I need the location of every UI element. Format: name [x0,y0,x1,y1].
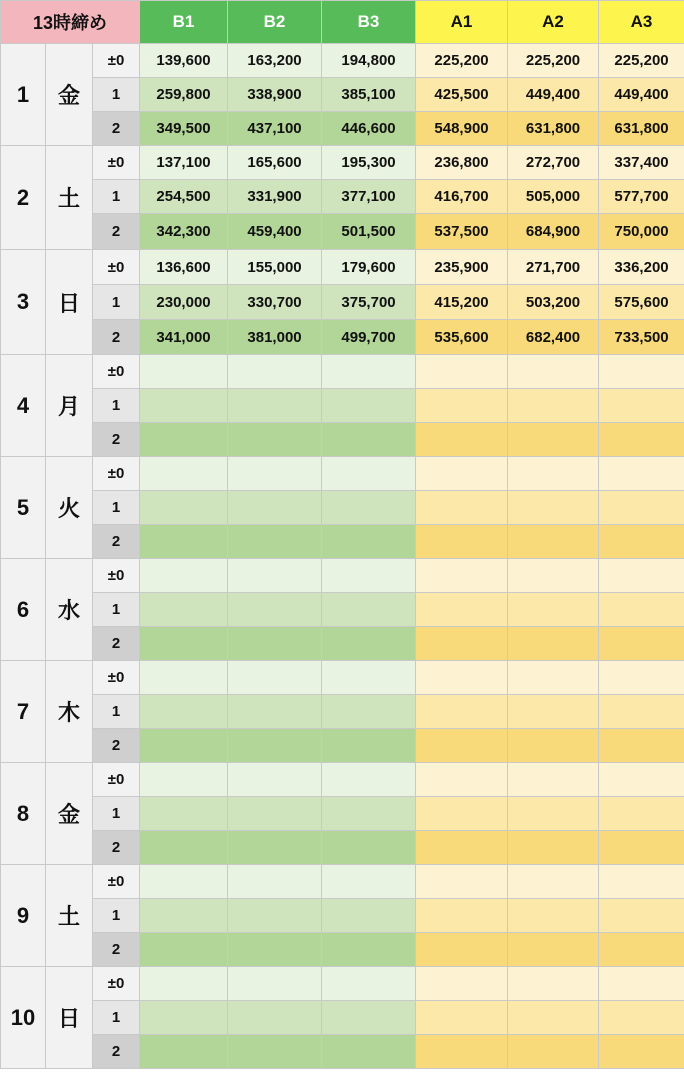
price-cell[interactable]: 336,200 [599,250,684,285]
table-row [1,491,684,525]
price-cell[interactable] [322,457,416,491]
price-cell[interactable]: 271,700 [508,250,599,285]
price-cell[interactable] [140,865,228,899]
level-label: 1 [93,899,140,933]
price-cell[interactable] [416,933,508,967]
price-cell[interactable] [322,797,416,831]
day-number: 3 [1,250,46,355]
table-row [1,559,684,593]
price-cell[interactable] [416,627,508,661]
day-of-week: 金 [46,763,93,865]
price-cell[interactable]: 375,700 [322,285,416,320]
price-cell[interactable] [322,933,416,967]
price-cell[interactable]: 272,700 [508,146,599,180]
price-cell[interactable]: 165,600 [228,146,322,180]
table-row [1,525,684,559]
day-number: 10 [1,967,46,1069]
level-label: 1 [93,180,140,214]
price-cell[interactable] [140,457,228,491]
level-label: ±0 [93,559,140,593]
price-cell[interactable] [322,831,416,865]
price-cell[interactable] [228,559,322,593]
price-cell[interactable] [228,457,322,491]
price-cell[interactable] [416,389,508,423]
price-cell[interactable]: 341,000 [140,320,228,355]
price-cell[interactable] [508,1001,599,1035]
price-cell[interactable] [599,661,684,695]
price-cell[interactable] [228,627,322,661]
level-label: 2 [93,627,140,661]
price-cell[interactable] [599,865,684,899]
price-cell[interactable]: 385,100 [322,78,416,112]
price-cell[interactable]: 535,600 [416,320,508,355]
price-cell[interactable] [228,423,322,457]
level-label: 1 [93,285,140,320]
price-cell[interactable] [599,627,684,661]
price-cell[interactable] [599,695,684,729]
price-cell[interactable] [228,899,322,933]
price-cell[interactable]: 631,800 [599,112,684,146]
price-cell[interactable]: 449,400 [508,78,599,112]
level-label: 2 [93,831,140,865]
day-of-week: 月 [46,355,93,457]
level-label: ±0 [93,661,140,695]
level-label: 2 [93,214,140,250]
day-number: 9 [1,865,46,967]
price-cell[interactable]: 684,900 [508,214,599,250]
level-label: 2 [93,729,140,763]
price-cell[interactable] [228,389,322,423]
table-row [1,423,684,457]
price-cell[interactable] [599,1035,684,1069]
price-cell[interactable]: 330,700 [228,285,322,320]
price-cell[interactable] [508,933,599,967]
table-row [1,729,684,763]
table-row [1,457,684,491]
day-number: 4 [1,355,46,457]
price-cell[interactable]: 259,800 [140,78,228,112]
price-cell[interactable] [140,559,228,593]
price-cell[interactable]: 377,100 [322,180,416,214]
price-cell[interactable]: 349,500 [140,112,228,146]
price-cell[interactable]: 225,200 [508,44,599,78]
price-cell[interactable]: 155,000 [228,250,322,285]
table-row [1,250,684,285]
level-label: 2 [93,1035,140,1069]
day-number: 6 [1,559,46,661]
price-cell[interactable] [416,525,508,559]
price-cell[interactable] [322,559,416,593]
level-label: ±0 [93,763,140,797]
price-cell[interactable] [508,695,599,729]
price-cell[interactable]: 449,400 [599,78,684,112]
column-header-a1: A1 [416,1,508,44]
price-cell[interactable] [599,491,684,525]
price-cell[interactable]: 139,600 [140,44,228,78]
price-cell[interactable] [508,899,599,933]
table-body [1,44,684,1069]
price-cell[interactable]: 137,100 [140,146,228,180]
price-cell[interactable]: 254,500 [140,180,228,214]
price-cell[interactable] [140,763,228,797]
price-cell[interactable]: 136,600 [140,250,228,285]
price-cell[interactable] [322,1001,416,1035]
price-cell[interactable] [140,593,228,627]
price-cell[interactable] [508,593,599,627]
price-cell[interactable] [416,457,508,491]
price-cell[interactable] [508,661,599,695]
price-cell[interactable]: 194,800 [322,44,416,78]
table-row [1,593,684,627]
price-cell[interactable] [508,627,599,661]
price-cell[interactable] [416,491,508,525]
price-cell[interactable]: 225,200 [416,44,508,78]
level-label: ±0 [93,457,140,491]
price-cell[interactable]: 537,500 [416,214,508,250]
price-cell[interactable] [228,865,322,899]
price-cell[interactable] [140,389,228,423]
column-header-b2: B2 [228,1,322,44]
price-cell[interactable] [416,695,508,729]
level-label: 1 [93,1001,140,1035]
price-cell[interactable]: 415,200 [416,285,508,320]
price-cell[interactable] [322,763,416,797]
price-cell[interactable] [228,729,322,763]
price-cell[interactable] [416,355,508,389]
header-row [1,1,684,44]
price-cell[interactable] [228,525,322,559]
column-header-a3: A3 [599,1,684,44]
price-cell[interactable] [599,967,684,1001]
day-of-week: 木 [46,661,93,763]
day-number: 2 [1,146,46,250]
table-row [1,967,684,1001]
price-cell[interactable] [140,661,228,695]
price-cell[interactable] [140,967,228,1001]
price-cell[interactable] [322,695,416,729]
price-cell[interactable]: 501,500 [322,214,416,250]
price-cell[interactable] [508,559,599,593]
price-cell[interactable] [140,797,228,831]
price-cell[interactable] [140,1001,228,1035]
price-cell[interactable] [140,933,228,967]
price-cell[interactable] [599,423,684,457]
table-row [1,627,684,661]
day-of-week: 火 [46,457,93,559]
day-number: 5 [1,457,46,559]
level-label: 1 [93,695,140,729]
level-label: 2 [93,320,140,355]
price-cell[interactable] [416,593,508,627]
table-row [1,78,684,112]
level-label: 1 [93,491,140,525]
price-cell[interactable]: 338,900 [228,78,322,112]
price-cell[interactable] [416,1001,508,1035]
price-cell[interactable]: 337,400 [599,146,684,180]
price-cell[interactable] [599,1001,684,1035]
price-cell[interactable] [322,423,416,457]
table-row [1,214,684,250]
price-cell[interactable] [228,967,322,1001]
price-cell[interactable]: 342,300 [140,214,228,250]
price-cell[interactable]: 631,800 [508,112,599,146]
price-cell[interactable]: 575,600 [599,285,684,320]
corner-label: 13時締め [1,1,140,44]
price-cell[interactable] [228,695,322,729]
price-cell[interactable]: 682,400 [508,320,599,355]
table-row [1,285,684,320]
price-cell[interactable] [599,763,684,797]
price-cell[interactable] [140,491,228,525]
table-row [1,865,684,899]
price-cell[interactable]: 437,100 [228,112,322,146]
price-cell[interactable] [416,967,508,1001]
price-cell[interactable]: 425,500 [416,78,508,112]
table-row [1,831,684,865]
price-cell[interactable] [228,355,322,389]
price-cell[interactable] [322,1035,416,1069]
level-label: 2 [93,933,140,967]
price-cell[interactable] [140,423,228,457]
table-row [1,389,684,423]
price-cell[interactable] [599,729,684,763]
price-cell[interactable]: 733,500 [599,320,684,355]
price-cell[interactable]: 505,000 [508,180,599,214]
price-cell[interactable] [599,797,684,831]
table-row [1,695,684,729]
price-cell[interactable] [322,389,416,423]
day-of-week: 土 [46,146,93,250]
price-cell[interactable] [599,593,684,627]
level-label: ±0 [93,250,140,285]
price-cell[interactable] [322,729,416,763]
table-row [1,899,684,933]
price-cell[interactable]: 235,900 [416,250,508,285]
level-label: 1 [93,78,140,112]
table-row [1,180,684,214]
price-cell[interactable] [508,967,599,1001]
day-of-week: 土 [46,865,93,967]
price-cell[interactable] [599,525,684,559]
price-cell[interactable] [508,423,599,457]
day-number: 8 [1,763,46,865]
price-cell[interactable] [322,661,416,695]
price-cell[interactable] [228,593,322,627]
day-number: 7 [1,661,46,763]
table-row [1,797,684,831]
price-cell[interactable] [599,899,684,933]
price-cell[interactable] [322,967,416,1001]
price-cell[interactable]: 195,300 [322,146,416,180]
price-cell[interactable] [322,593,416,627]
table-row [1,355,684,389]
level-label: ±0 [93,865,140,899]
table-row [1,146,684,180]
price-cell[interactable] [416,1035,508,1069]
price-cell[interactable]: 381,000 [228,320,322,355]
column-header-b1: B1 [140,1,228,44]
price-cell[interactable] [416,559,508,593]
price-cell[interactable] [599,831,684,865]
price-cell[interactable] [322,355,416,389]
price-cell[interactable] [228,831,322,865]
price-cell[interactable] [416,729,508,763]
table-row [1,763,684,797]
price-cell[interactable] [140,355,228,389]
day-of-week: 日 [46,250,93,355]
table-row [1,933,684,967]
price-cell[interactable]: 179,600 [322,250,416,285]
table-row [1,44,684,78]
price-cell[interactable]: 230,000 [140,285,228,320]
price-cell[interactable] [508,457,599,491]
price-cell[interactable] [508,865,599,899]
level-label: ±0 [93,44,140,78]
price-cell[interactable] [416,865,508,899]
level-label: 1 [93,797,140,831]
price-cell[interactable] [228,661,322,695]
price-cell[interactable] [140,1035,228,1069]
day-of-week: 日 [46,967,93,1069]
price-cell[interactable] [599,457,684,491]
price-cell[interactable]: 416,700 [416,180,508,214]
price-cell[interactable] [508,355,599,389]
price-cell[interactable] [416,797,508,831]
level-label: 1 [93,593,140,627]
price-cell[interactable]: 577,700 [599,180,684,214]
price-cell[interactable] [508,389,599,423]
price-cell[interactable]: 331,900 [228,180,322,214]
price-cell[interactable]: 750,000 [599,214,684,250]
price-cell[interactable] [140,729,228,763]
column-header-b3: B3 [322,1,416,44]
price-cell[interactable] [508,525,599,559]
price-cell[interactable] [322,627,416,661]
price-cell[interactable] [228,1001,322,1035]
day-of-week: 水 [46,559,93,661]
price-cell[interactable]: 459,400 [228,214,322,250]
table-row [1,1001,684,1035]
price-cell[interactable] [140,831,228,865]
price-cell[interactable] [508,831,599,865]
day-number: 1 [1,44,46,146]
level-label: ±0 [93,967,140,1001]
column-header-a2: A2 [508,1,599,44]
price-cell[interactable]: 225,200 [599,44,684,78]
price-cell[interactable] [599,933,684,967]
price-cell[interactable] [140,627,228,661]
price-cell[interactable] [322,899,416,933]
price-cell[interactable]: 499,700 [322,320,416,355]
price-cell[interactable] [228,763,322,797]
level-label: 2 [93,112,140,146]
price-cell[interactable] [322,491,416,525]
price-cell[interactable]: 503,200 [508,285,599,320]
price-cell[interactable]: 236,800 [416,146,508,180]
price-cell[interactable] [508,763,599,797]
price-cell[interactable] [508,1035,599,1069]
price-cell[interactable] [228,933,322,967]
table-row [1,1035,684,1069]
price-cell[interactable] [140,695,228,729]
price-cell[interactable]: 446,600 [322,112,416,146]
price-cell[interactable] [599,355,684,389]
table-row [1,320,684,355]
level-label: 2 [93,423,140,457]
level-label: 1 [93,389,140,423]
price-cell[interactable] [599,559,684,593]
price-cell[interactable]: 163,200 [228,44,322,78]
price-cell[interactable] [416,423,508,457]
level-label: ±0 [93,355,140,389]
price-cell[interactable] [140,525,228,559]
price-cell[interactable] [508,797,599,831]
level-label: ±0 [93,146,140,180]
table-row [1,112,684,146]
price-cell[interactable] [228,797,322,831]
price-cell[interactable] [322,865,416,899]
price-cell[interactable] [416,763,508,797]
price-cell[interactable] [416,831,508,865]
price-cell[interactable] [599,389,684,423]
level-label: 2 [93,525,140,559]
price-cell[interactable] [140,899,228,933]
price-cell[interactable] [508,491,599,525]
price-cell[interactable]: 548,900 [416,112,508,146]
price-cell[interactable] [228,491,322,525]
price-cell[interactable] [416,899,508,933]
price-cell[interactable] [508,729,599,763]
price-cell[interactable] [416,661,508,695]
day-of-week: 金 [46,44,93,146]
price-cell[interactable] [228,1035,322,1069]
table-row [1,661,684,695]
price-cell[interactable] [322,525,416,559]
